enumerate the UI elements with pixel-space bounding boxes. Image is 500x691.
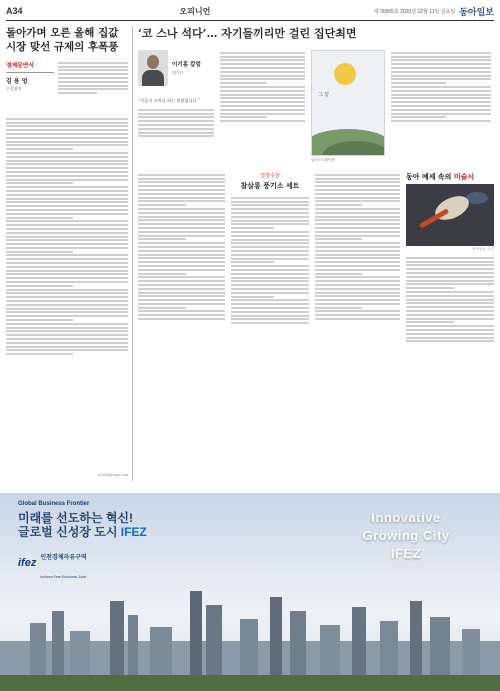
photo-credit: 동아일보 사진 <box>472 247 494 251</box>
ifez-name: 인천경제자유구역 <box>40 555 87 561</box>
feature-text-3 <box>138 172 225 394</box>
photo-section-title <box>406 172 494 182</box>
column-body-start <box>58 60 128 112</box>
moon-illustration <box>311 50 385 156</box>
ad-right-line2: Growing City <box>362 528 450 543</box>
illustration-text: 그 달 <box>318 92 330 98</box>
left-headline-line2: 시장 맞선 규제의 후폭풍 <box>6 41 119 53</box>
ad-right-line1: Innovative <box>371 510 441 525</box>
ad-right-copy <box>336 509 476 563</box>
columnist-role: 논설위원 <box>6 86 22 91</box>
feature-middle <box>138 172 494 394</box>
photo-section <box>406 172 494 394</box>
author-photo <box>138 50 168 86</box>
author-text <box>138 107 214 155</box>
sub-article-body <box>231 195 309 389</box>
column-body <box>6 116 128 471</box>
columnist-profile <box>6 60 128 112</box>
photo-section-title-highlight: 미술시 <box>453 172 475 181</box>
right-area <box>138 26 494 394</box>
author-block <box>138 50 214 164</box>
sub-article <box>231 172 309 394</box>
ad-banner[interactable] <box>0 493 500 691</box>
page-header <box>6 4 494 18</box>
feature-top <box>138 50 494 164</box>
sub-article-label: 열정수상 <box>260 173 280 179</box>
ad-tagline: Global Business Frontier <box>18 501 90 507</box>
ifez-logo <box>18 544 218 582</box>
ad-headline <box>18 511 218 539</box>
columnist-name: 김 용 엉 <box>6 78 28 85</box>
ifez-mark: ifez <box>18 557 37 569</box>
feature-text-1 <box>220 50 305 160</box>
city-skyline <box>0 571 500 691</box>
ifez-english: Incheon Free Economic Zone <box>40 575 87 579</box>
sub-article-headline: 참살롱 풍기소 세트 <box>240 181 300 190</box>
feature-photo <box>406 184 494 246</box>
photo-section-title-prefix: 동아 예세 속의 <box>405 172 452 181</box>
left-headline-line1: 돌아가며 오른 올해 집값 <box>6 27 119 39</box>
left-column <box>6 26 128 481</box>
moon-icon <box>334 63 356 85</box>
page-number: A34 <box>6 6 23 16</box>
ad-headline-line1: 미래를 선도하는 혁신! <box>18 511 133 525</box>
illustration-box <box>311 50 385 164</box>
ad-right-line3: IFEZ <box>390 546 422 561</box>
feature-text-2 <box>391 50 491 160</box>
photo-section-body <box>406 255 494 385</box>
column-tag: 경제문연식 <box>6 63 34 69</box>
ad-left-copy <box>18 501 218 582</box>
author-role: 대기자 <box>172 70 184 75</box>
column-divider <box>132 26 133 481</box>
feature-text-4 <box>315 172 400 394</box>
author-name: 이기홍 칼럼 <box>172 62 201 68</box>
ad-headline-line2a: 글로벌 신성장 도시 <box>18 525 121 539</box>
ad-headline-line2b: IFEZ <box>120 525 147 539</box>
issue-date: 제 30905호 2020년 12월 11일 금요일 <box>373 8 456 15</box>
columnist-email: hchoi@donga.com <box>98 473 128 477</box>
header-rule <box>6 20 494 21</box>
newspaper-logo: 동아일보 <box>459 6 494 17</box>
right-headline: ‘코 스나 석다’… 자기들끼리만 걸린 집단최면 <box>138 27 357 40</box>
illustration-caption: 일러스트레이션 <box>311 158 335 162</box>
section-name: 오피니언 <box>179 6 211 16</box>
left-headline <box>6 26 128 54</box>
pull-quote: “이들이 고치나 하는 말씀입니다.” <box>138 98 201 103</box>
